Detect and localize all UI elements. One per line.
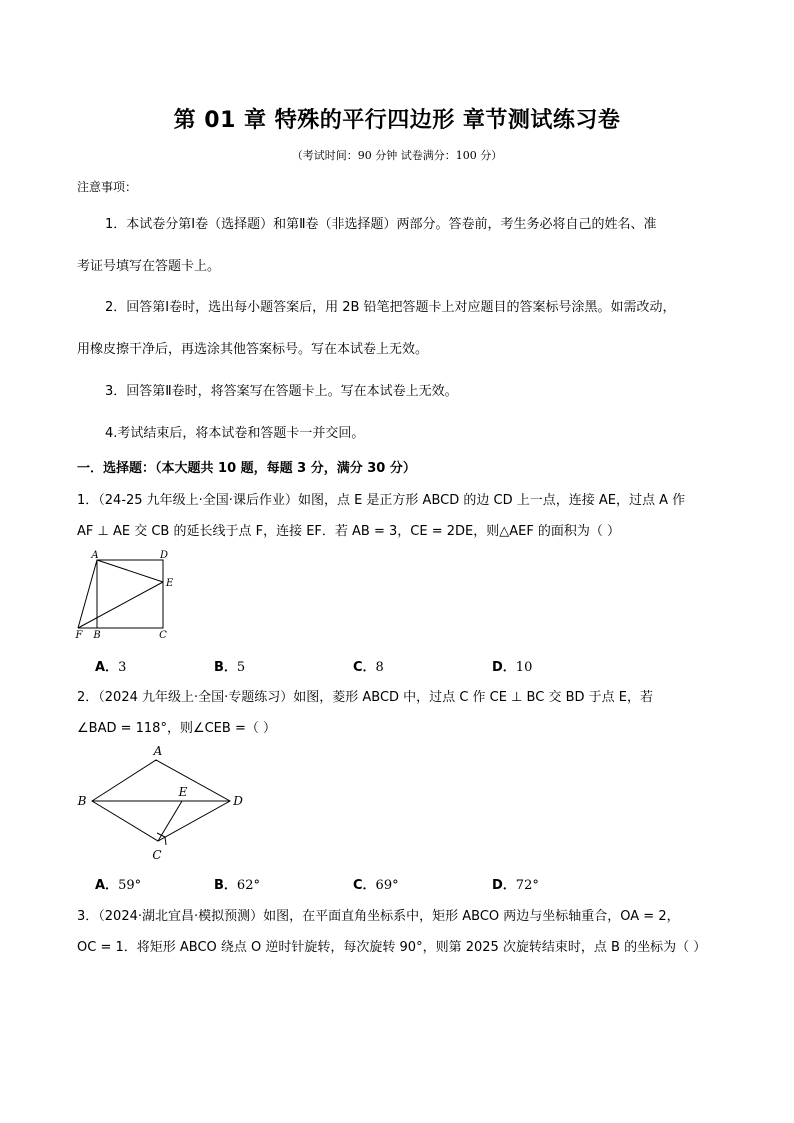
q2-stem-line-2: ∠BAD = 118°，则∠CEB =（ ） bbox=[77, 721, 276, 736]
exam-info: （考试时间：90 分钟 试卷满分：100 分） bbox=[291, 149, 503, 162]
notice-item-1-line-1: 1．本试卷分第Ⅰ卷（选择题）和第Ⅱ卷（非选择题）两部分。答卷前，考生务必将自己的姓名、准 bbox=[105, 217, 657, 232]
notice-item-2-line-1: 2．回答第Ⅰ卷时，选出每小题答案后，用 2B 铅笔把答题卡上对应题目的答案标号涂黑。如需改动， bbox=[105, 300, 676, 315]
q2-option-d[interactable]: D．72° bbox=[492, 878, 539, 893]
q3-stem-line-2: OC = 1．将矩形 ABCO 绕点 O 逆时针旋转，每次旋转 90°，则第 2025 次旋转结束时，点 B 的坐标为（ ） bbox=[77, 940, 707, 955]
q1-label-d: D bbox=[159, 550, 169, 561]
q2-label-a: A bbox=[153, 744, 163, 758]
q1-option-d[interactable]: D．10 bbox=[492, 660, 533, 675]
q2-label-d: D bbox=[233, 794, 243, 808]
q1-option-a[interactable]: A．3 bbox=[95, 660, 127, 675]
q2-option-b[interactable]: B．62° bbox=[214, 878, 260, 893]
q1-stem-line-2: AF ⊥ AE 交 CB 的延长线于点 F，连接 EF．若 AB = 3，CE = 2DE，则△AEF 的面积为（ ） bbox=[77, 524, 621, 539]
q2-figure bbox=[72, 742, 252, 866]
notice-item-4: 4.考试结束后，将本试卷和答题卡一并交回。 bbox=[105, 426, 365, 441]
q2-label-e: E bbox=[178, 785, 188, 799]
q1-option-b[interactable]: B．5 bbox=[214, 660, 246, 675]
q3-stem-line-1: 3．（2024·湖北宜昌·模拟预测）如图，在平面直角坐标系中，矩形 ABCO 两边与坐标轴重合，OA = 2， bbox=[77, 909, 680, 924]
q2-label-b: B bbox=[77, 794, 87, 808]
q1-label-f: F bbox=[75, 630, 83, 640]
q1-label-e: E bbox=[166, 578, 174, 589]
q2-option-a[interactable]: A．59° bbox=[95, 878, 142, 893]
notice-heading: 注意事项： bbox=[77, 180, 138, 194]
section-heading: 一．选择题：（本大题共 10 题，每题 3 分，满分 30 分） bbox=[77, 461, 416, 476]
page-title: 第 01 章 特殊的平行四边形 章节测试练习卷 bbox=[173, 108, 621, 133]
q1-label-c: C bbox=[159, 630, 167, 640]
notice-item-2-line-2: 用橡皮擦干净后，再选涂其他答案标号。写在本试卷上无效。 bbox=[77, 342, 429, 357]
notice-item-3: 3．回答第Ⅱ卷时，将答案写在答题卡上。写在本试卷上无效。 bbox=[105, 384, 458, 399]
q1-option-c[interactable]: C．8 bbox=[353, 660, 384, 675]
notice-item-1-line-2: 考证号填写在答题卡上。 bbox=[77, 259, 221, 274]
q2-option-c[interactable]: C．69° bbox=[353, 878, 399, 893]
q1-label-b: B bbox=[93, 630, 101, 640]
q1-figure bbox=[72, 548, 182, 640]
q2-stem-line-1: 2．（2024 九年级上·全国·专题练习）如图，菱形 ABCD 中，过点 C 作 CE ⊥ BC 交 BD 于点 E，若 bbox=[77, 690, 653, 705]
q1-stem-line-1: 1．（24-25 九年级上·全国·课后作业）如图，点 E 是正方形 ABCD 的边 CD 上一点，连接 AE，过点 A 作 bbox=[77, 493, 686, 508]
q1-label-a: A bbox=[91, 550, 99, 561]
q2-label-c: C bbox=[152, 848, 162, 862]
